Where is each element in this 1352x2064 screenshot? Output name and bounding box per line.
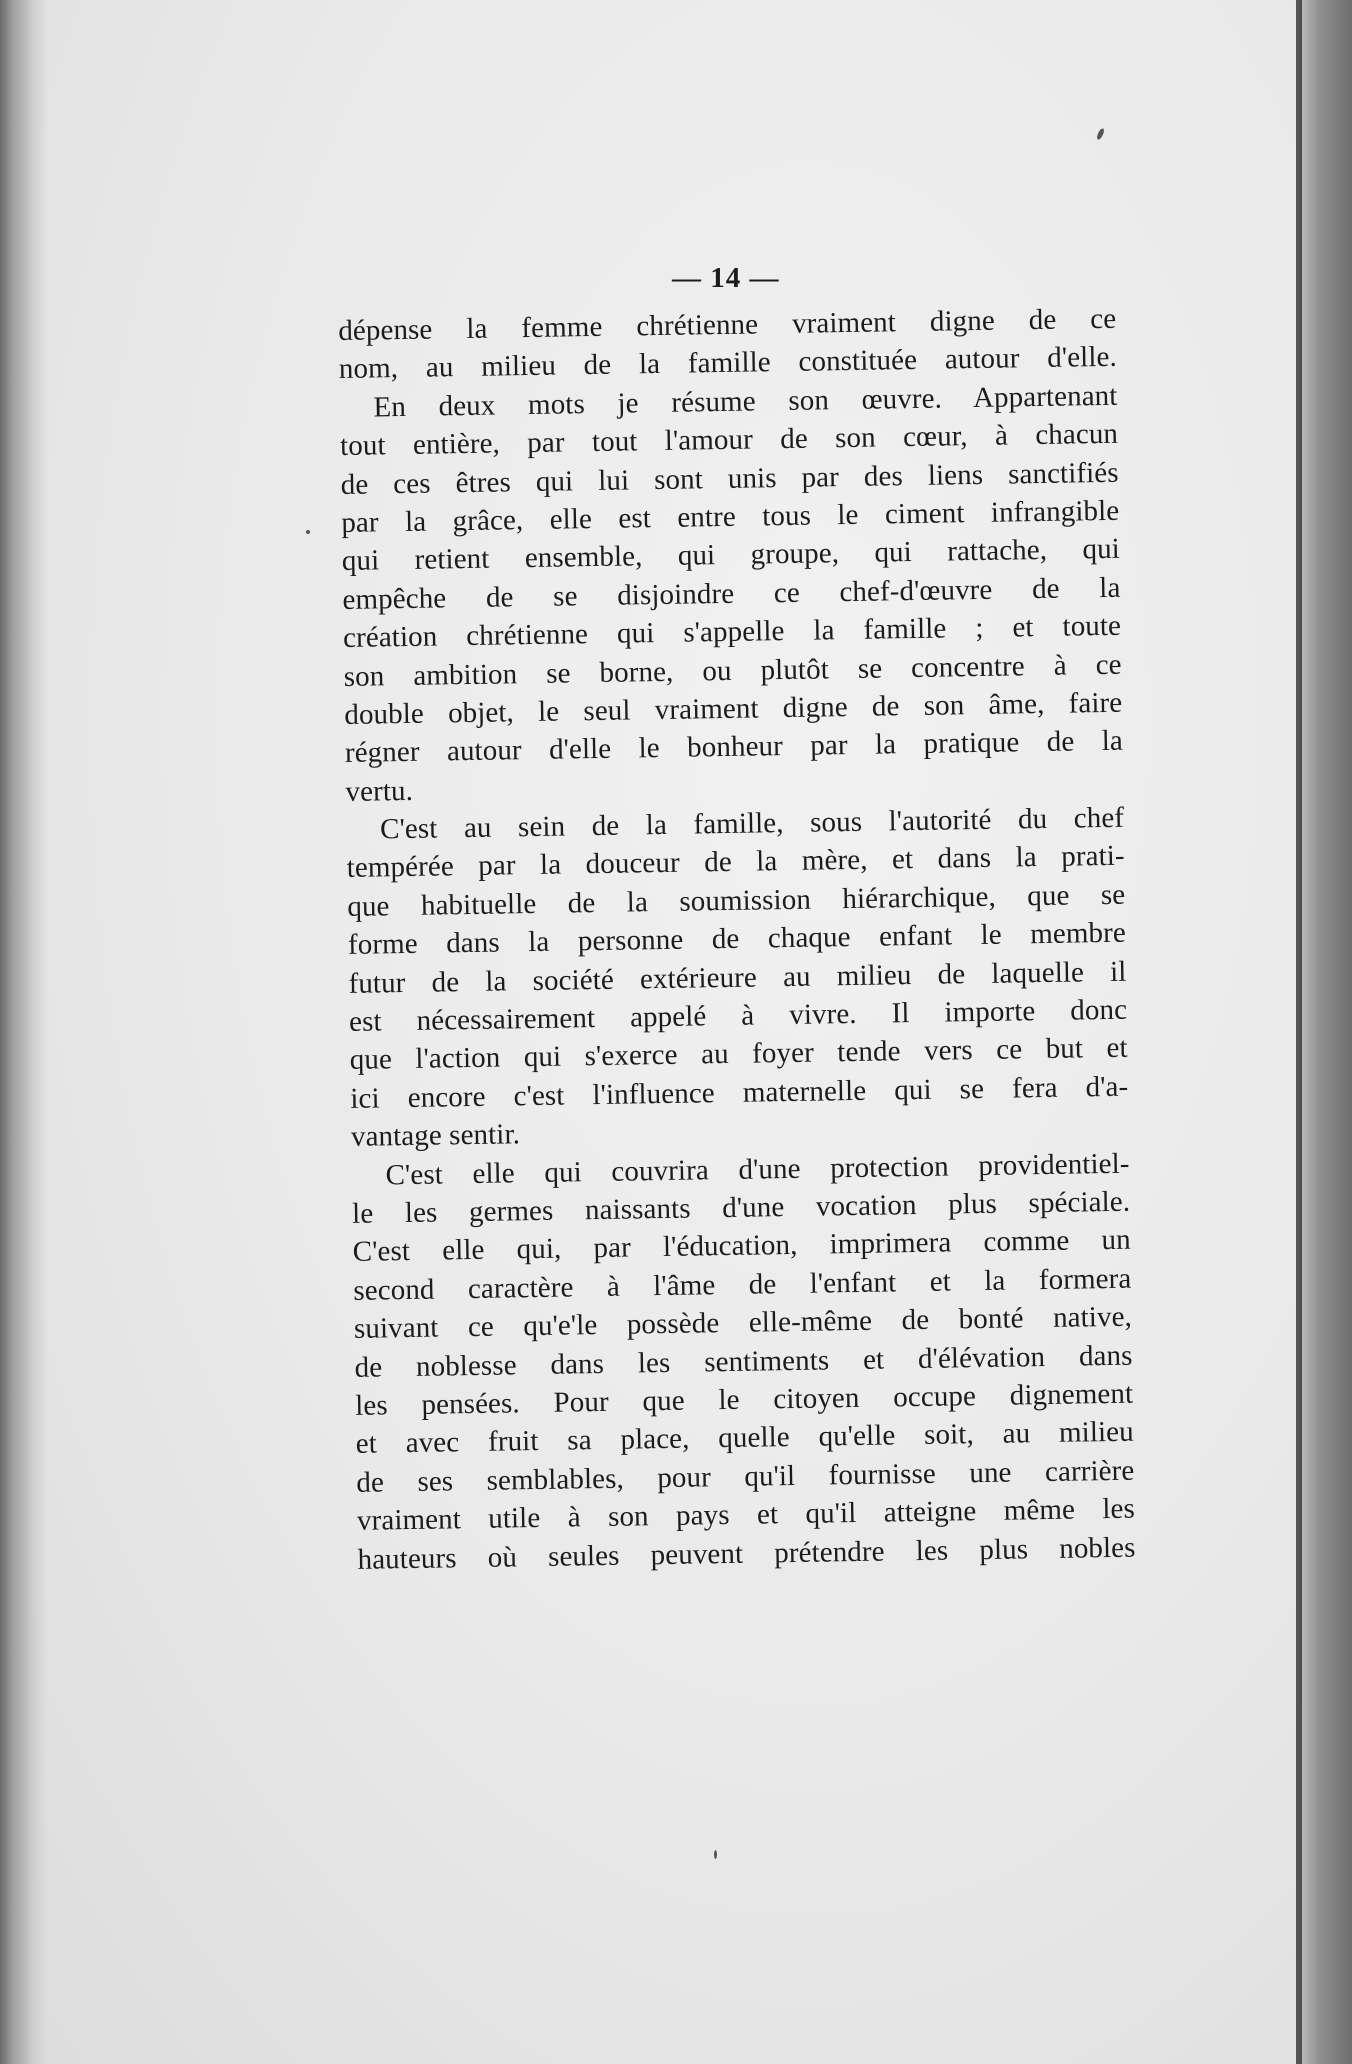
text-line: C'est au sein de la famille, sous l'autorité du chef — [379, 801, 1125, 846]
text-line: son ambition se borne, ou plutôt se concentre à ce — [343, 648, 1122, 693]
text-line: futur de la société extérieure au milieu de laquelle il — [348, 955, 1127, 1000]
text-line: ici encore c'est l'influence maternelle qui se fera d'a- — [350, 1070, 1129, 1115]
text-line: vertu. — [345, 774, 414, 808]
text-line: second caractère à l'âme de l'enfant et la formera — [353, 1262, 1132, 1307]
text-line: création chrétienne qui s'appelle la famille ; et toute — [342, 609, 1122, 655]
text-line: de noblesse dans les sentiments et d'élévation dans — [354, 1339, 1133, 1384]
text-line: dépense la femme chrétienne vraiment digne de ce — [338, 302, 1117, 347]
text-line: empêche de se disjoindre ce chef-d'œuvre de la — [342, 571, 1121, 616]
text-line: forme dans la personne de chaque enfant le membre — [347, 916, 1127, 962]
body-text — [338, 300, 1136, 1579]
left-binding-shadow — [0, 0, 48, 2064]
text-line: par la grâce, elle est entre tous le ciment infrangible — [341, 494, 1120, 539]
text-line: de ses semblables, pour qu'il fournisse une carrière — [356, 1454, 1135, 1499]
text-line: et avec fruit sa place, quelle qu'elle soit, au milieu — [355, 1415, 1134, 1461]
text-line: vraiment utile à son pays et qu'il atteigne même les — [356, 1492, 1136, 1537]
dust-speck — [714, 1850, 717, 1859]
text-line: C'est elle qui couvrira d'une protection providentiel- — [385, 1147, 1130, 1191]
dust-speck — [1096, 128, 1106, 141]
text-line: tempérée par la douceur de la mère, et dans la prati- — [346, 840, 1125, 885]
text-line: suivant ce qu'e'le possède elle-même de bonté native, — [353, 1300, 1133, 1346]
text-line: tout entière, par tout l'amour de son cœur, à chacun — [339, 417, 1119, 463]
text-line: vantage sentir. — [350, 1118, 521, 1154]
right-page-edge — [1300, 0, 1352, 2064]
text-line: nom, au milieu de la famille constituée autour d'elle. — [338, 341, 1118, 386]
text-line: les pensées. Pour que le citoyen occupe dignement — [354, 1377, 1134, 1422]
text-line: est nécessairement appelé à vivre. Il importe donc — [348, 993, 1128, 1038]
text-line: double objet, le seul vraiment digne de son âme, faire — [344, 686, 1123, 731]
text-line: régner autour d'elle le bonheur par la pratique de la — [344, 725, 1124, 770]
text-line: le les germes naissants d'une vocation plus spéciale. — [351, 1185, 1131, 1230]
right-fold-line — [1296, 0, 1302, 2064]
text-line: C'est elle qui, par l'éducation, imprimera comme un — [352, 1224, 1131, 1269]
dust-speck — [306, 530, 310, 534]
text-line: qui retient ensemble, qui groupe, qui rattache, qui — [341, 533, 1121, 578]
text-line: En deux mots je résume son œuvre. Appartenant — [373, 379, 1118, 424]
text-line: de ces êtres qui lui sont unis par des liens sanctifiés — [340, 456, 1119, 501]
text-line: que l'action qui s'exerce au foyer tende vers ce but et — [349, 1032, 1128, 1077]
text-line: hauteurs où seules peuvent prétendre les plus nobles — [357, 1531, 1136, 1576]
page-number: — 14 — — [672, 262, 780, 294]
text-line: que habituelle de la soumission hiérarchique, que se — [347, 878, 1126, 923]
